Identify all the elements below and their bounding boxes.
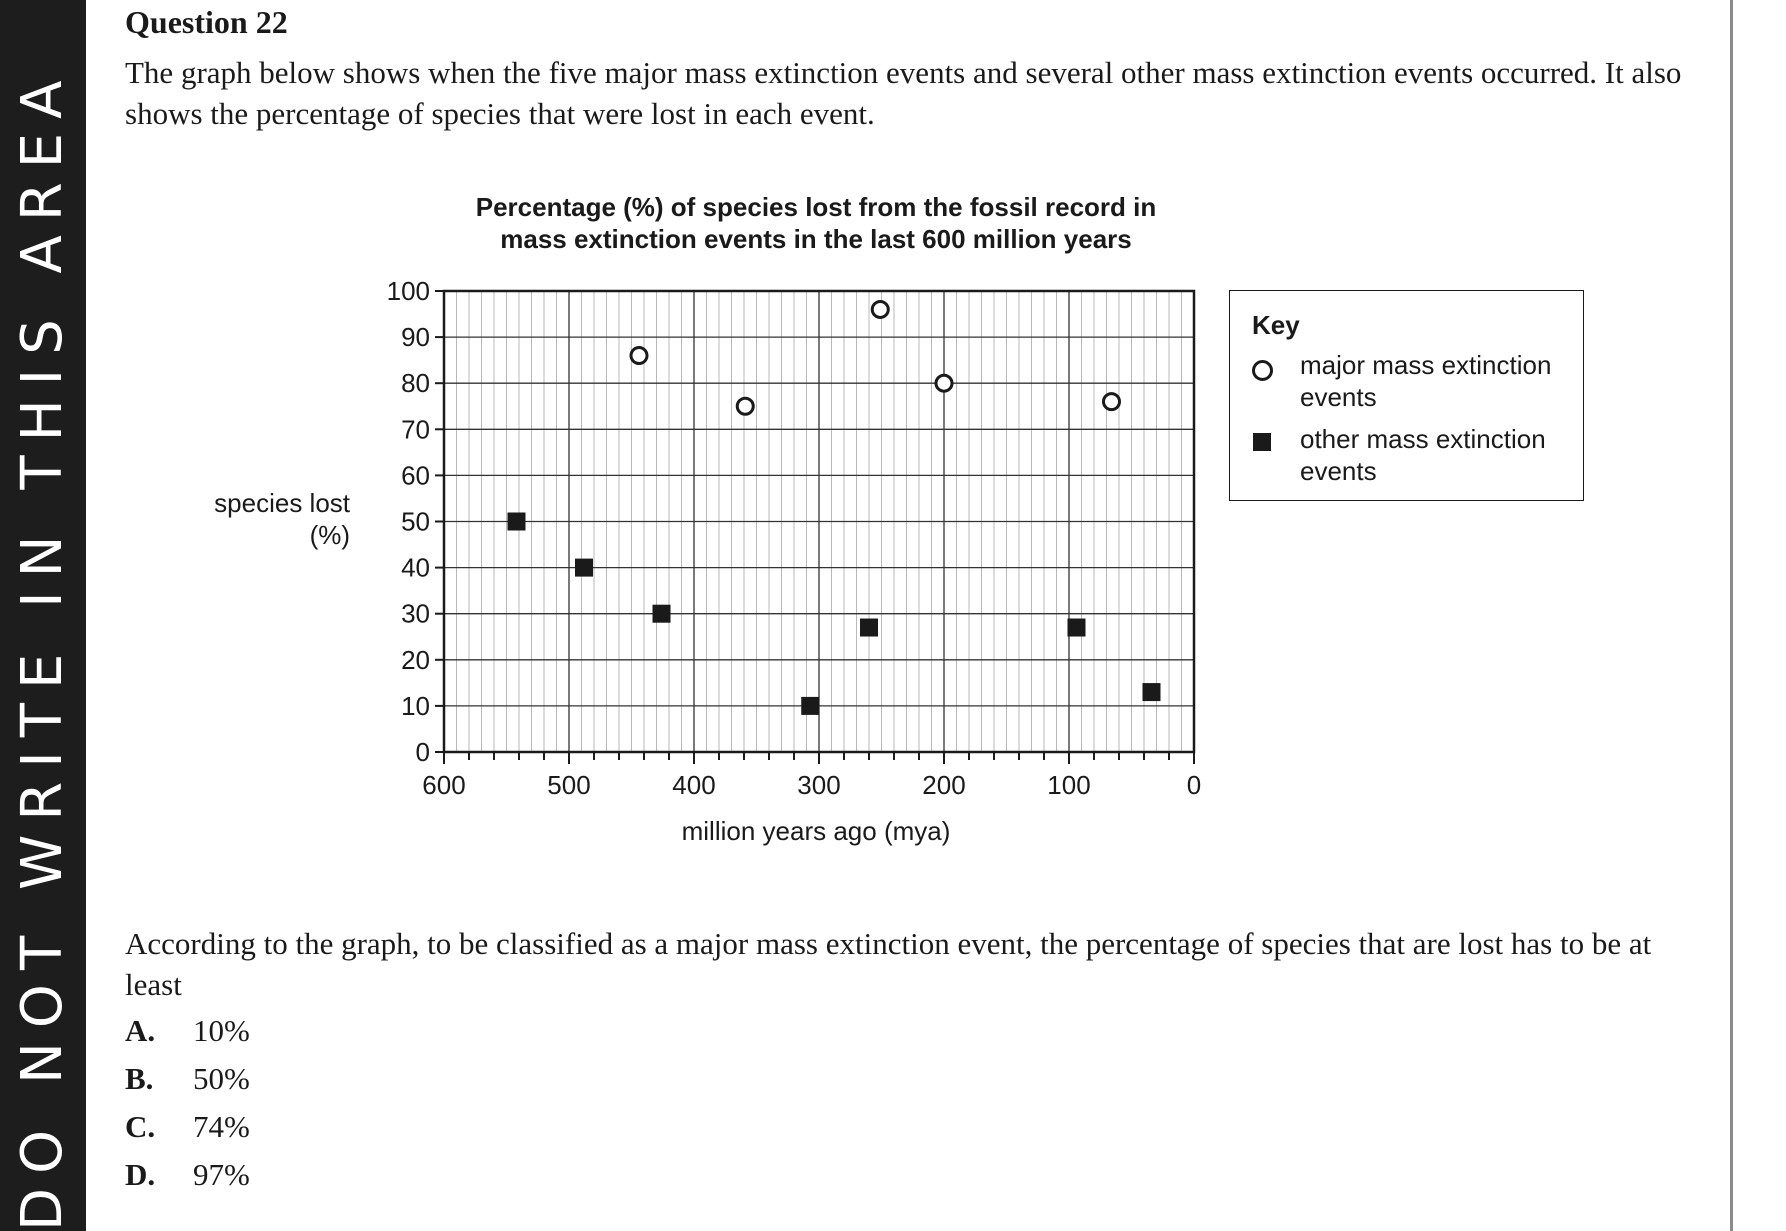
chart-legend <box>1229 290 1584 501</box>
option-c-letter: C. <box>125 1109 156 1144</box>
y-tick-label: 70 <box>401 414 430 445</box>
option-d[interactable] <box>125 1157 250 1193</box>
y-tick-label: 0 <box>415 737 430 767</box>
option-b[interactable] <box>125 1061 250 1097</box>
y-tick-label: 50 <box>401 506 430 537</box>
y-tick-label: 60 <box>401 460 430 491</box>
x-tick-label: 400 <box>672 770 716 800</box>
option-d-text: 97% <box>193 1157 250 1192</box>
x-tick-label: 500 <box>547 770 591 800</box>
chart-axes <box>435 291 1194 764</box>
x-axis-tick-labels <box>422 770 1201 800</box>
option-d-letter: D. <box>125 1157 156 1192</box>
legend-entry-other: other mass extinction events <box>1300 424 1546 486</box>
major-extinction-point <box>737 398 753 414</box>
chart-markers <box>508 301 1161 714</box>
option-c[interactable] <box>125 1109 250 1145</box>
other-extinction-point <box>508 513 526 531</box>
y-tick-label: 20 <box>401 644 430 675</box>
chart-title-line-1: Percentage (%) of species lost from the fossil record in <box>475 192 1157 222</box>
y-tick-label: 30 <box>401 598 430 629</box>
x-axis-label: million years ago (mya) <box>681 816 951 846</box>
other-extinction-point <box>653 605 671 623</box>
x-tick-label: 200 <box>922 770 966 800</box>
question-title: Question 22 <box>125 4 288 40</box>
question-intro: The graph below shows when the five major mass extinction events and several other mass extinction events occurred. It also shows the percentage of species that were lost in each event. <box>125 55 1682 131</box>
x-tick-label: 100 <box>1047 770 1091 800</box>
y-tick-label: 100 <box>386 276 430 306</box>
x-tick-label: 300 <box>797 770 841 800</box>
legend-title: Key <box>1252 310 1300 340</box>
y-tick-label: 40 <box>401 552 430 583</box>
y-tick-label: 90 <box>401 322 430 353</box>
question-stem: According to the graph, to be classified as a major mass extinction event, the percentage of species that are lost has to be at least <box>125 926 1652 1002</box>
chart-title-line-2: mass extinction events in the last 600 million years <box>500 224 1132 254</box>
legend-entry-major: major mass extinction events <box>1300 350 1552 412</box>
open-circle-icon <box>1252 360 1273 381</box>
option-c-text: 74% <box>193 1109 250 1144</box>
option-a[interactable] <box>125 1013 250 1049</box>
option-b-letter: B. <box>125 1061 154 1096</box>
other-extinction-point <box>801 697 819 715</box>
other-extinction-point <box>860 619 878 637</box>
major-extinction-point <box>936 375 952 391</box>
y-tick-label: 10 <box>401 690 430 721</box>
major-extinction-point <box>1104 394 1120 410</box>
x-tick-label: 600 <box>422 770 466 800</box>
major-extinction-point <box>631 348 647 364</box>
major-extinction-point <box>872 301 888 317</box>
y-axis-label-line-1: species lost <box>214 488 350 518</box>
option-a-letter: A. <box>125 1013 156 1048</box>
other-extinction-point <box>575 559 593 577</box>
option-a-text: 10% <box>193 1013 250 1048</box>
y-axis-label-line-2: (%) <box>309 520 350 550</box>
margin-warning-text: DO NOT WRITE IN THIS AREA <box>10 66 75 1231</box>
x-tick-label: 0 <box>1186 770 1202 800</box>
other-extinction-point <box>1068 619 1086 637</box>
y-tick-label: 80 <box>401 368 430 399</box>
option-b-text: 50% <box>193 1061 250 1096</box>
filled-square-icon <box>1253 433 1271 451</box>
other-extinction-point <box>1143 683 1161 701</box>
y-axis-tick-labels <box>387 276 430 767</box>
